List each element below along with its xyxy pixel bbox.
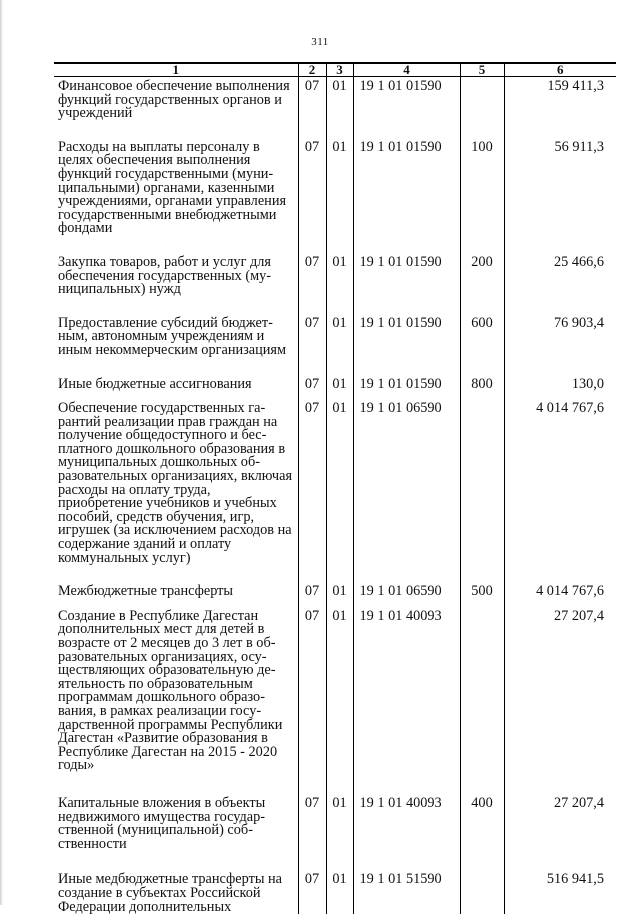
- table-body: [54, 77, 616, 915]
- row-section-cell: 07: [298, 253, 326, 314]
- row-expense-type-cell: 400: [460, 794, 504, 870]
- row-amount-cell: 56 911,3: [504, 138, 616, 253]
- row-name-cell: Расходы на выплаты персоналу в целях обеспечения выполнения функций государственными (муниципальными) органами, казенными учреждениями, органами управления государственными внебюджетными фондами: [54, 138, 298, 253]
- row-amount-cell: 130,0: [504, 375, 616, 400]
- row-name-cell: Создание в Республике Дагестан дополнительных мест для детей в возрасте от 2 месяцев до 3 лет в образовательных организациях, осуществляющих образовательную деятельность по образовательным программам дошкольного образования, в рамках реализации государственной программы Республики Дагестан «Развитие образования в Республике Дагестан на 2015 - 2020 годы»: [54, 607, 298, 794]
- row-amount-cell: 4 014 767,6: [504, 399, 616, 582]
- row-section-cell: 07: [298, 375, 326, 400]
- row-target-code-cell: 19 1 01 06590: [353, 399, 460, 582]
- table-row: [54, 794, 616, 870]
- row-section-cell: 07: [298, 138, 326, 253]
- table-row: [54, 253, 616, 314]
- row-name-cell: Капитальные вложения в объекты недвижимого имущества государственной (муниципальной) собственности: [54, 794, 298, 870]
- row-amount-cell: 159 411,3: [504, 77, 616, 138]
- row-name-cell: Предоставление субсидий бюджетным, автономным учреждениям и иным некоммерческим организациям: [54, 314, 298, 375]
- row-subsection-cell: 01: [326, 375, 353, 400]
- row-amount-cell: 76 903,4: [504, 314, 616, 375]
- column-header-name: 1: [54, 63, 298, 77]
- row-section-cell: 07: [298, 794, 326, 870]
- row-subsection-cell: 01: [326, 253, 353, 314]
- row-name-cell: Межбюджетные трансферты: [54, 582, 298, 607]
- row-section-cell: 07: [298, 314, 326, 375]
- row-subsection-cell: 01: [326, 607, 353, 794]
- row-subsection-cell: 01: [326, 870, 353, 914]
- page-number: 311: [311, 36, 329, 48]
- row-name-cell: Иные бюджетные ассигнования: [54, 375, 298, 400]
- row-section-cell: 07: [298, 870, 326, 914]
- row-target-code-cell: 19 1 01 01590: [353, 77, 460, 138]
- row-expense-type-cell: 500: [460, 582, 504, 607]
- row-expense-type-cell: 600: [460, 314, 504, 375]
- table-row: [54, 375, 616, 400]
- table-header-row: [54, 63, 616, 77]
- row-expense-type-cell: 800: [460, 375, 504, 400]
- row-section-cell: 07: [298, 399, 326, 582]
- row-target-code-cell: 19 1 01 51590: [353, 870, 460, 914]
- row-subsection-cell: 01: [326, 582, 353, 607]
- table-row: [54, 138, 616, 253]
- row-amount-cell: 4 014 767,6: [504, 582, 616, 607]
- row-name-cell: Иные медбюджетные трансферты на создание в субъектах Российской Федерации дополнительных: [54, 870, 298, 914]
- row-name-cell: Закупка товаров, работ и услуг для обеспечения государственных (муниципальных) нужд: [54, 253, 298, 314]
- row-expense-type-cell: [460, 607, 504, 794]
- row-section-cell: 07: [298, 77, 326, 138]
- column-header-amount: 6: [504, 63, 616, 77]
- row-amount-cell: 516 941,5: [504, 870, 616, 914]
- budget-table: [54, 62, 616, 914]
- row-target-code-cell: 19 1 01 01590: [353, 253, 460, 314]
- row-subsection-cell: 01: [326, 794, 353, 870]
- table-row: [54, 607, 616, 794]
- column-header-section: 2: [298, 63, 326, 77]
- row-section-cell: 07: [298, 607, 326, 794]
- column-header-expense-type: 5: [460, 63, 504, 77]
- row-amount-cell: 27 207,4: [504, 607, 616, 794]
- table-row: [54, 582, 616, 607]
- row-target-code-cell: 19 1 01 06590: [353, 582, 460, 607]
- row-subsection-cell: 01: [326, 138, 353, 253]
- row-expense-type-cell: 200: [460, 253, 504, 314]
- row-subsection-cell: 01: [326, 314, 353, 375]
- row-name-cell: Обеспечение государственных гарантий реализации прав граждан на получение общедоступного и бесплатного дошкольного образования в муниципальных дошкольных образовательных организациях, включая расходы на оплату труда, приобретение учебников и учебных пособий, средств обучения, игр, игрушек (за исключением расходов на содержание зданий и оплату коммунальных услуг): [54, 399, 298, 582]
- scan-edge: [0, 0, 3, 905]
- column-header-subsection: 3: [326, 63, 353, 77]
- row-subsection-cell: 01: [326, 399, 353, 582]
- row-target-code-cell: 19 1 01 01590: [353, 314, 460, 375]
- row-amount-cell: 25 466,6: [504, 253, 616, 314]
- table-row: [54, 399, 616, 582]
- budget-table-container: [54, 62, 616, 914]
- row-target-code-cell: 19 1 01 40093: [353, 607, 460, 794]
- column-header-target-code: 4: [353, 63, 460, 77]
- row-expense-type-cell: [460, 870, 504, 914]
- row-target-code-cell: 19 1 01 01590: [353, 375, 460, 400]
- row-subsection-cell: 01: [326, 77, 353, 138]
- row-expense-type-cell: 100: [460, 138, 504, 253]
- row-target-code-cell: 19 1 01 40093: [353, 794, 460, 870]
- row-target-code-cell: 19 1 01 01590: [353, 138, 460, 253]
- table-row: [54, 314, 616, 375]
- row-expense-type-cell: [460, 399, 504, 582]
- table-row: [54, 77, 616, 138]
- row-section-cell: 07: [298, 582, 326, 607]
- row-name-cell: Финансовое обеспечение выполнения функций государственных органов и учреждений: [54, 77, 298, 138]
- table-row: [54, 870, 616, 914]
- row-amount-cell: 27 207,4: [504, 794, 616, 870]
- row-expense-type-cell: [460, 77, 504, 138]
